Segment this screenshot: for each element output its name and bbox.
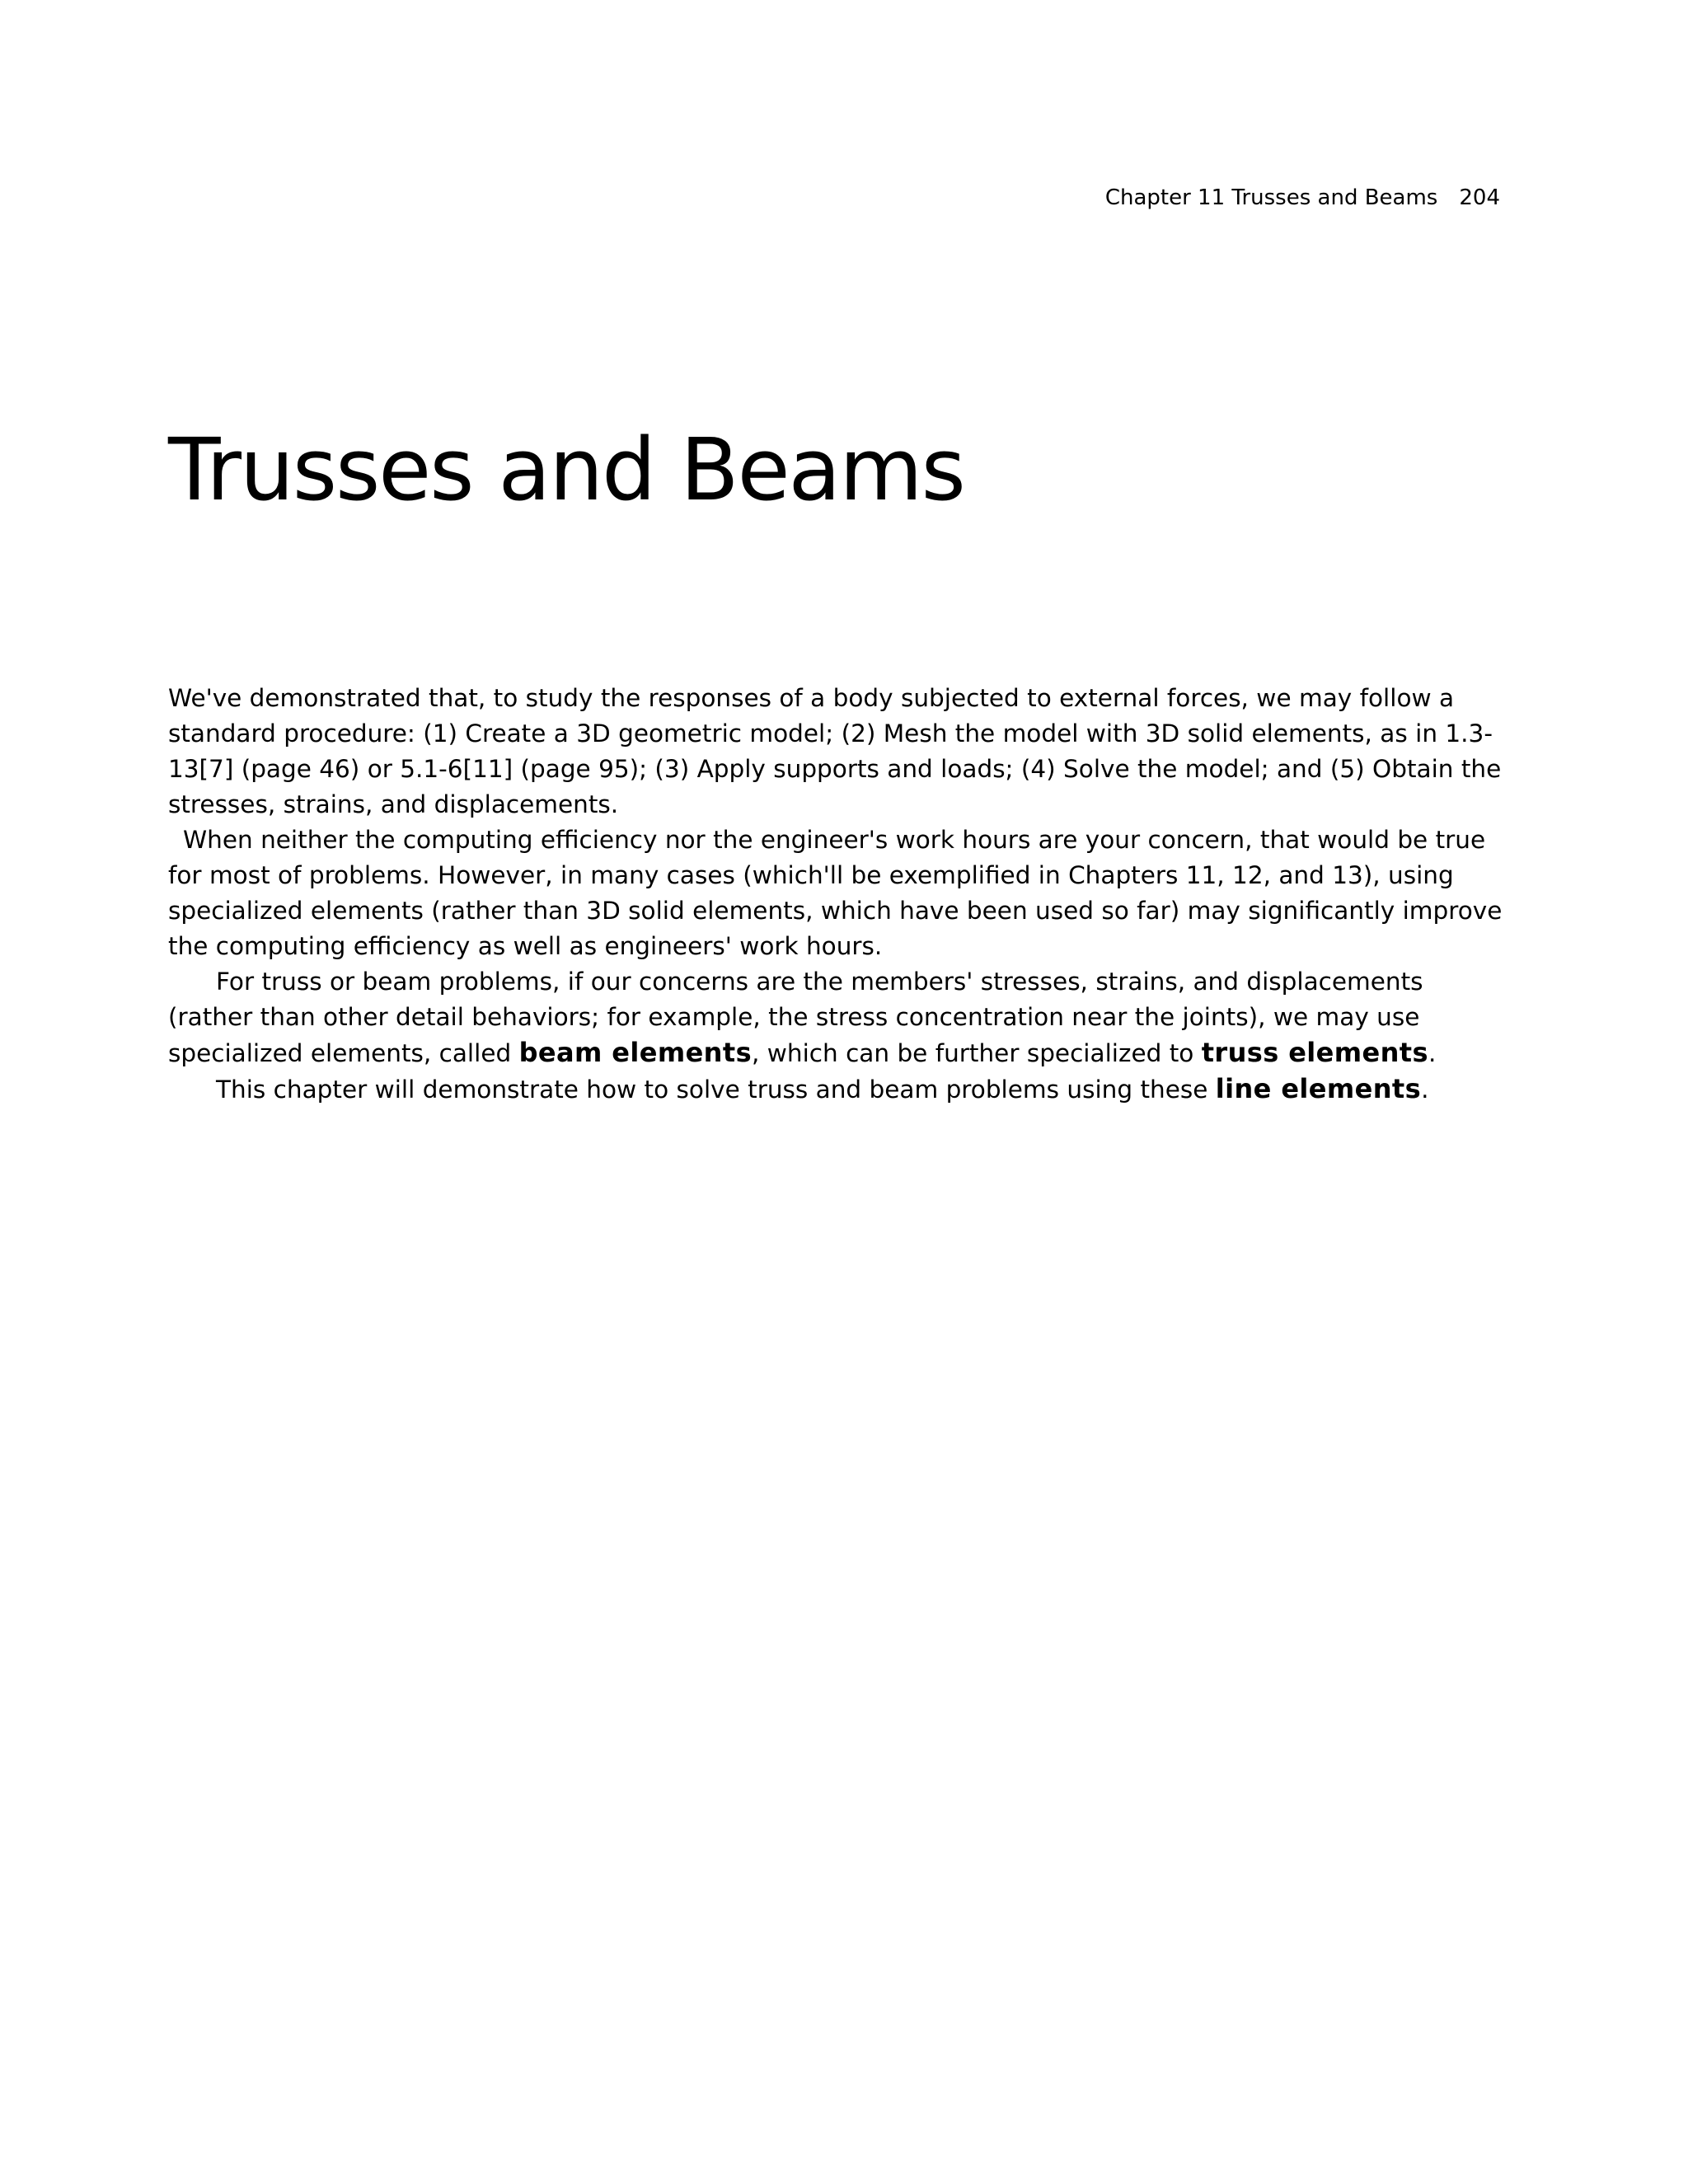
paragraph-intro: We've demonstrated that, to study the responses of a body subjected to external forces, we may follow a standard procedure: (1) Create a 3D geometric model; (2) Mesh the model with 3D solid elements, as in 1.3-13[7] (page 46) or 5.1-6[11] (page 95); (3) Apply supports and loads; (4) Solve the model; and (5) Obtain the stresses, strains, and displacements. (168, 684, 1502, 818)
chapter-title: Trusses and Beams (168, 419, 964, 520)
paragraph-text: . (1421, 1076, 1429, 1104)
running-header (1105, 183, 1500, 213)
paragraph-text: This chapter will demonstrate how to solve truss and beam problems using these (216, 1076, 1216, 1104)
term-truss-elements: truss elements (1201, 1037, 1428, 1068)
paragraph-beam-elements (168, 964, 1512, 1071)
body-text (168, 681, 1512, 1108)
term-beam-elements: beam elements (518, 1037, 753, 1068)
term-line-elements: line elements (1215, 1073, 1422, 1104)
paragraph-text: For truss or beam problems, if our concerns are the members' stresses, strains, and displacements (rather than other detail behaviors; for example, the stress concentration near the joints), we may use specialized elements, called (168, 968, 1423, 1067)
paragraph-text: , which can be further specialized to (752, 1039, 1202, 1067)
running-title: Chapter 11 Trusses and Beams (1104, 185, 1438, 210)
page-number: 204 (1459, 185, 1500, 210)
paragraph-line-elements (168, 1071, 1512, 1108)
paragraph-efficiency: When neither the computing efficiency nor the engineer's work hours are your concern, that would be true for most of problems. However, in many cases (which'll be exemplified in Chapters 11, 12, and 13), using specialized elements (rather than 3D solid elements, which have been used so far) may significantly improve the computing efficiency as well as engineers' work hours. (168, 826, 1503, 960)
paragraph-text: . (1428, 1039, 1437, 1067)
